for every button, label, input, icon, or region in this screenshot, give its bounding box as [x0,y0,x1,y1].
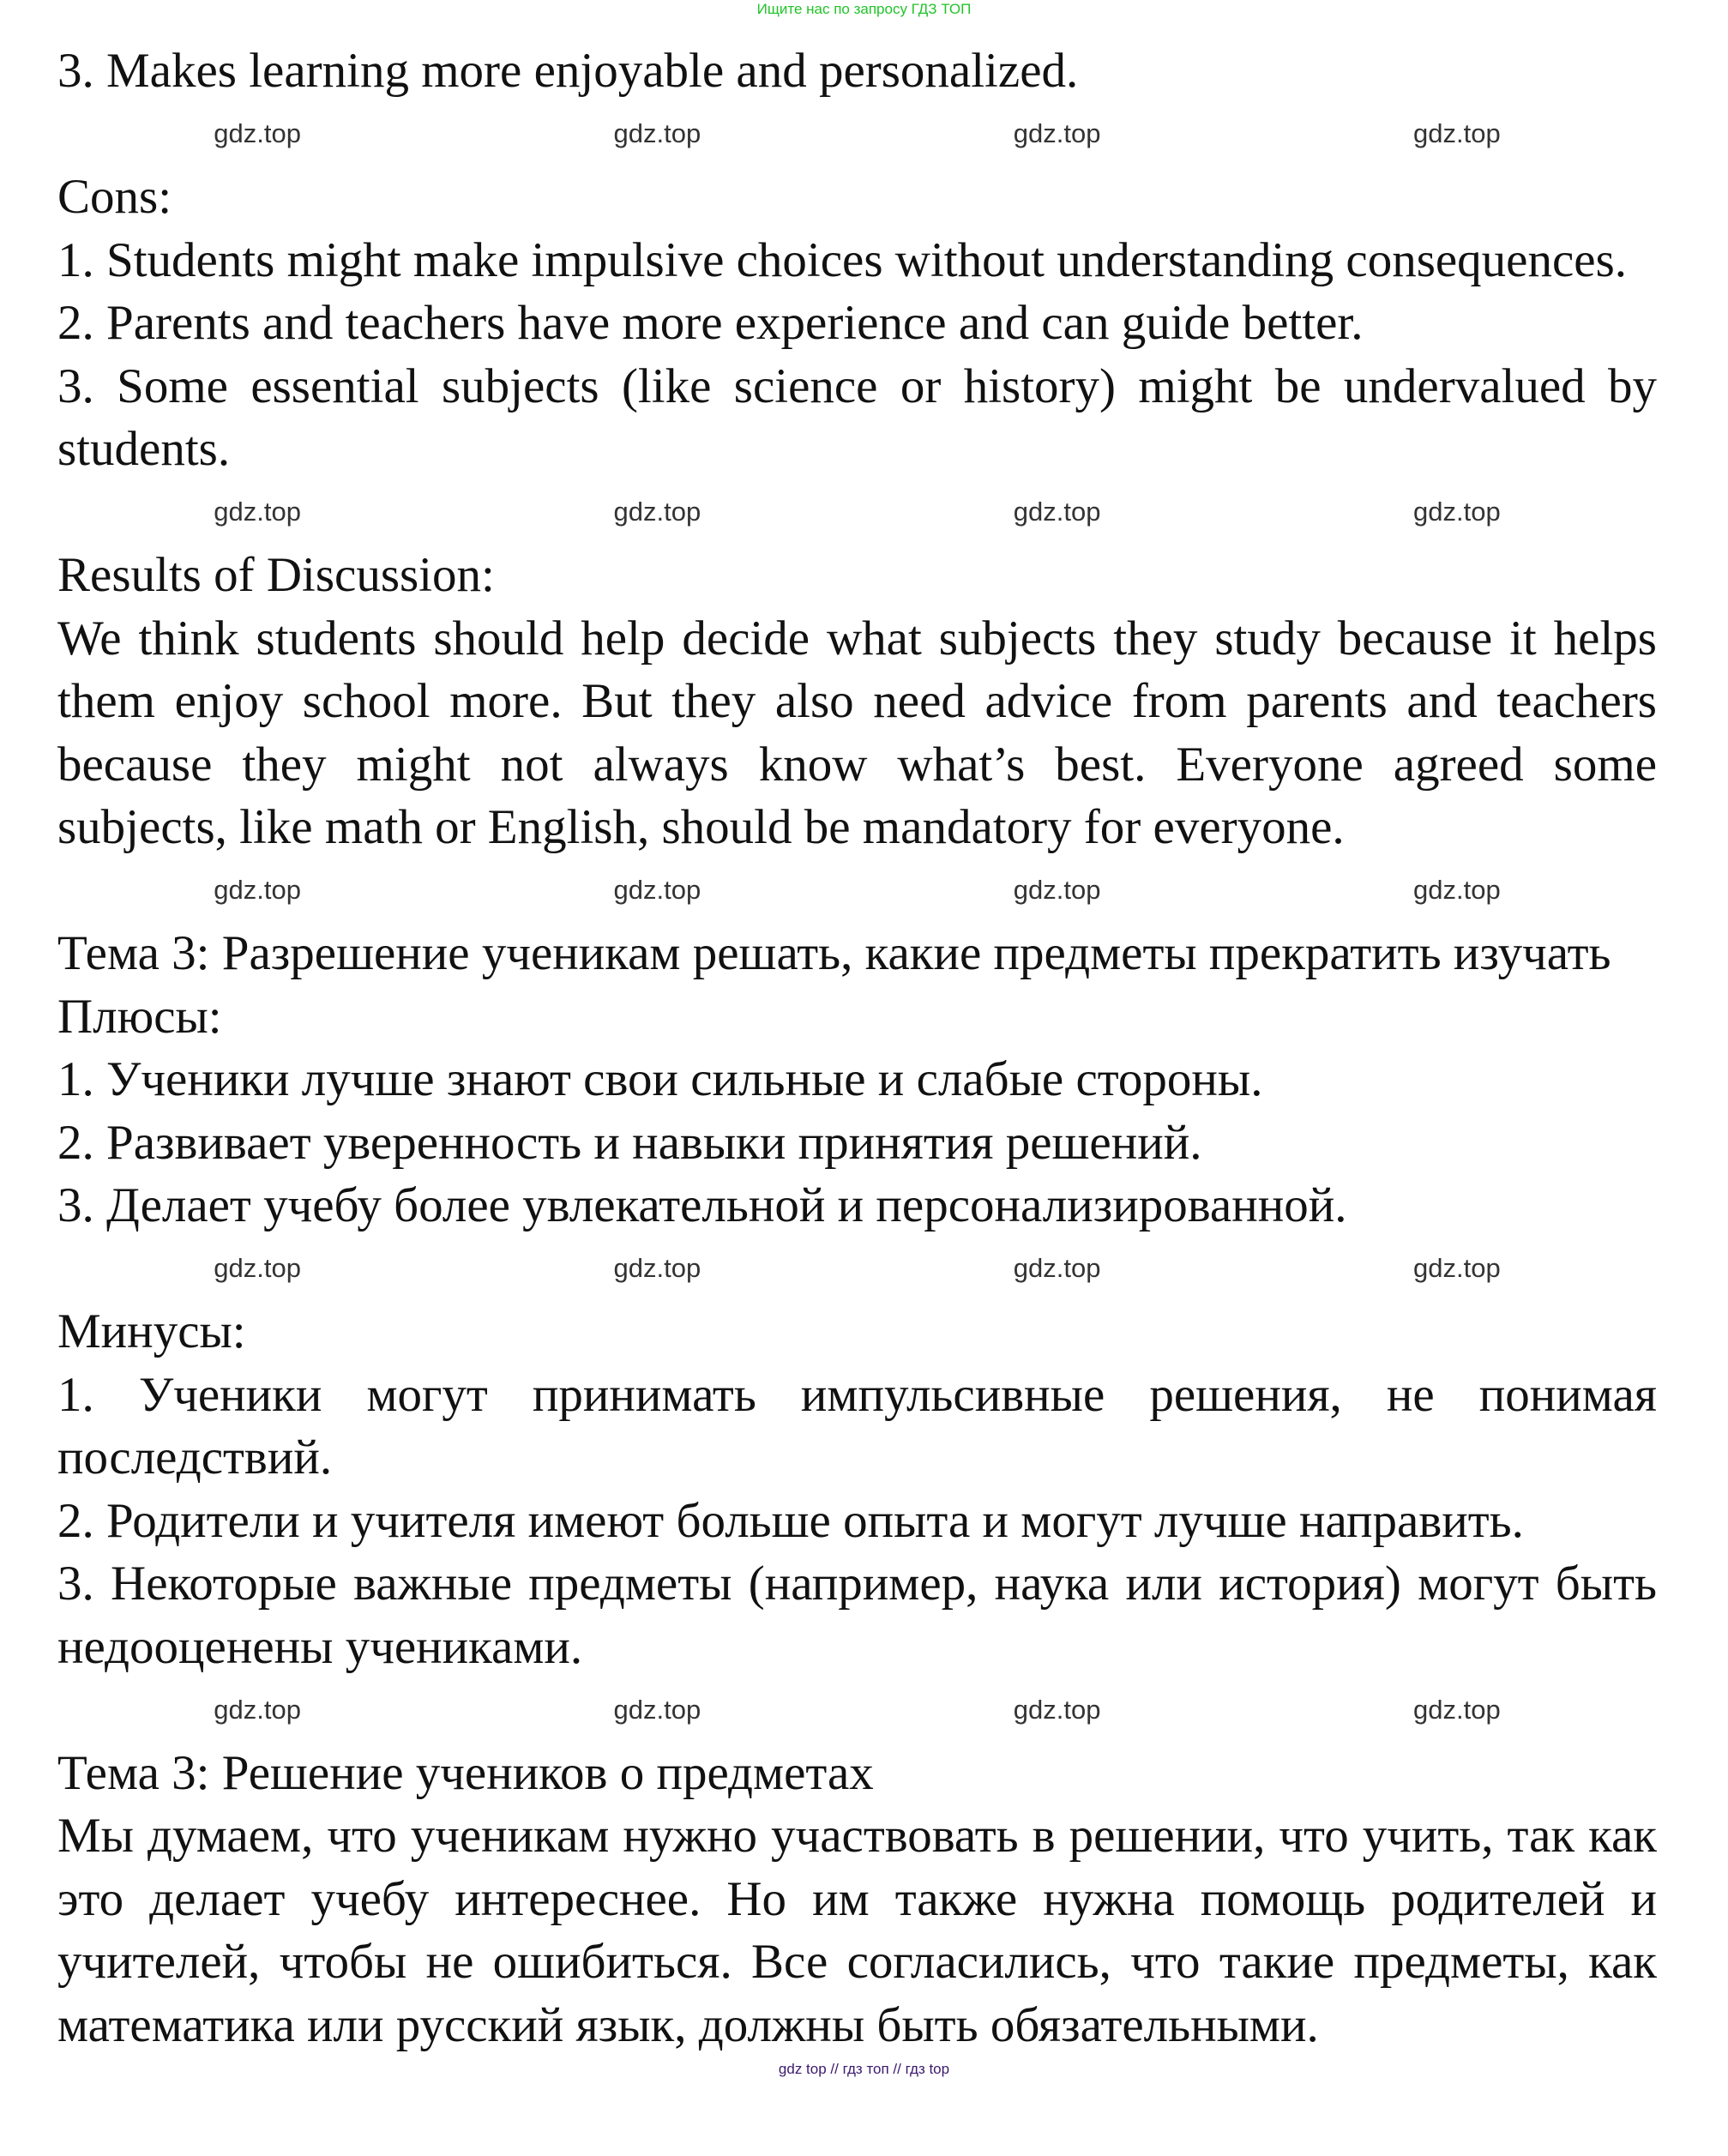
watermark: gdz.top [613,118,701,149]
watermark: gdz.top [1013,1253,1101,1284]
watermark: gdz.top [214,875,301,906]
results-paragraph-ru: Мы думаем, что ученикам нужно участвовать в решении, что учить, так как это делает учебу интереснее. Но им также нужна помощь родителей и учителей, чтобы не ошибиться. Все согласились, что такие предметы, как математика или русский язык, должны быть обязательными. [57,1809,1657,2052]
watermark: gdz.top [1013,875,1101,906]
results-heading: Results of Discussion: [57,548,495,602]
spacer [57,1678,1657,1742]
cons-item-2: 2. Parents and teachers have more experience and can guide better. [57,296,1364,350]
spacer [57,103,1657,166]
cons-item-2-ru: 2. Родители и учителя имеют больше опыта и могут лучше направить. [57,1493,1524,1548]
watermark: gdz.top [613,1253,701,1284]
watermark: gdz.top [214,497,301,527]
cons-item-3-ru: 3. Некоторые важные предметы (например, наука или история) могут быть недооценены учениками. [57,1557,1657,1674]
watermark: gdz.top [1413,1253,1501,1284]
pros-item-3: 3. Makes learning more enjoyable and personalized. [57,44,1079,98]
watermark: gdz.top [613,875,701,906]
watermark: gdz.top [1413,875,1501,906]
watermark: gdz.top [1013,118,1101,149]
watermark: gdz.top [214,118,301,149]
cons-heading-ru: Минусы: [57,1304,246,1358]
pros-heading-ru: Плюсы: [57,989,222,1044]
watermark: gdz.top [1013,1694,1101,1725]
results-paragraph: We think students should help decide what subjects they study because it helps them enjoy school more. But they also need advice from parents and teachers because they might not always know what’s best. Everyone agreed some subjects, like math or English, should be mandatory for everyone. [57,611,1657,854]
spacer [57,481,1657,545]
cons-item-1-ru: 1. Ученики могут принимать импульсивные решения, не понимая последствий. [57,1367,1657,1485]
watermark: gdz.top [1413,1694,1501,1725]
results-heading-ru: Тема 3: Решение учеников о предметах [57,1745,874,1800]
pros-item-2-ru: 2. Развивает уверенность и навыки принятия решений. [57,1115,1202,1170]
pros-item-1-ru: 1. Ученики лучше знают свои сильные и слабые стороны. [57,1052,1263,1106]
bottom-banner: gdz top // гдз топ // гдз top [778,2061,950,2077]
pros-item-3-ru: 3. Делает учебу более увлекательной и персонализированной. [57,1178,1347,1232]
watermark: gdz.top [613,1694,701,1725]
watermark: gdz.top [613,497,701,527]
spacer [57,1238,1657,1301]
top-banner: Ищите нас по запросу ГДЗ ТОП [756,1,972,17]
watermark: gdz.top [214,1253,301,1284]
topic-heading-ru: Тема 3: Разрешение ученикам решать, какие предметы прекратить изучать [57,926,1611,980]
watermark: gdz.top [1413,118,1501,149]
watermark: gdz.top [214,1694,301,1725]
watermark: gdz.top [1413,497,1501,527]
cons-item-3: 3. Some essential subjects (like science or history) might be undervalued by students. [57,358,1657,476]
cons-item-1: 1. Students might make impulsive choices without understanding consequences. [57,232,1628,287]
spacer [57,859,1657,923]
document-content [57,26,1657,2057]
watermark: gdz.top [1013,497,1101,527]
cons-heading: Cons: [57,170,172,224]
